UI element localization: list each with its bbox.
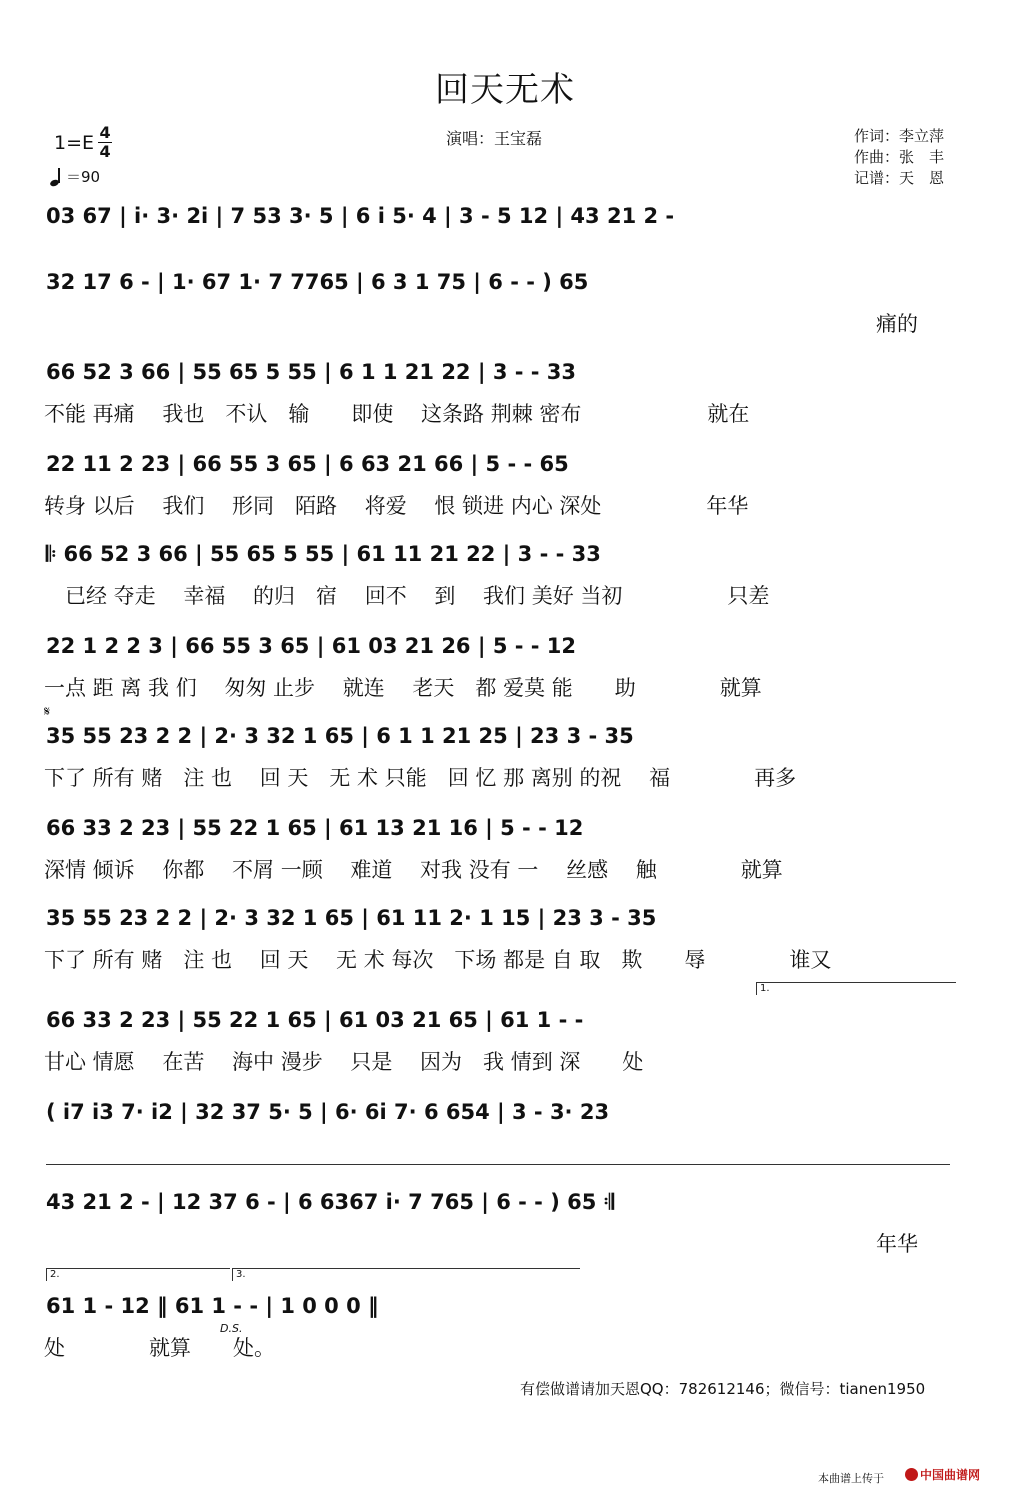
lyric-line: 处 就算 处。	[44, 1336, 275, 1360]
notation-row: 03 67 | i· 3· 2i | 7 53 3· 5 | 6 i 5· 4 | 3 - 5 12 | 43 21 2 -	[46, 204, 675, 228]
site-logo	[905, 1466, 980, 1483]
da-segno-mark: D.S.	[220, 1322, 243, 1335]
lyric-line: 深情 倾诉 你都 不屑 一顾 难道 对我 没有 一 丝感 触 就算	[44, 858, 783, 882]
logo-text: 中国曲谱网	[920, 1468, 981, 1482]
score-title: 回天无术	[435, 70, 575, 110]
tempo-value: ＝90	[66, 168, 101, 186]
key-label: 1=E	[54, 131, 95, 154]
quarter-note-icon	[50, 168, 64, 186]
notation-row: 35 55 23 2 2 | 2· 3 32 1 65 | 61 11 2· 1 15 | 23 3 - 35	[46, 906, 657, 930]
key-signature	[54, 124, 112, 161]
notation-row: 43 21 2 - | 12 37 6 - | 6 6367 i· 7 765 | 6 - - ) 65 𝄇	[46, 1190, 614, 1214]
singer-credit: 演唱：王宝磊	[446, 129, 543, 148]
transcriber-credit: 记谱：天 恩	[854, 169, 945, 187]
volta-bracket-line	[46, 1164, 950, 1165]
lyric-line: 已经 夺走 幸福 的归 宿 回不 到 我们 美好 当初 只差	[44, 584, 770, 608]
time-bottom: 4	[99, 142, 111, 161]
notation-row: 66 33 2 23 | 55 22 1 65 | 61 13 21 16 | 5 - - 12	[46, 816, 584, 840]
volta-1: 1.	[756, 982, 956, 995]
uploaded-label: 本曲谱上传于	[818, 1472, 884, 1485]
logo-icon	[905, 1468, 918, 1481]
notation-row: 66 33 2 23 | 55 22 1 65 | 61 03 21 65 | 61 1 - -	[46, 1008, 584, 1032]
lyric-line: 甘心 情愿 在苦 海中 漫步 只是 因为 我 情到 深 处	[44, 1050, 644, 1074]
notation-row: 35 55 23 2 2 | 2· 3 32 1 65 | 6 1 1 21 25 | 23 3 - 35	[46, 724, 634, 748]
lyric-line: 转身 以后 我们 形同 陌路 将爱 恨 锁进 内心 深处 年华	[44, 494, 749, 518]
lyric-line: 年华	[876, 1232, 918, 1256]
contact-footer: 有偿做谱请加天恩QQ：782612146；微信号：tianen1950	[520, 1380, 926, 1398]
lyric-line: 下了 所有 赌 注 也 回 天 无 术 只能 回 忆 那 离别 的祝 福 再多	[44, 766, 797, 790]
lyric-line: 不能 再痛 我也 不认 输 即使 这条路 荆棘 密布 就在	[44, 402, 750, 426]
notation-row: 32 17 6 - | 1· 67 1· 7 7765 | 6 3 1 75 | 6 - - ) 65	[46, 270, 589, 294]
tempo-mark	[50, 166, 100, 187]
credits	[854, 126, 944, 189]
notation-row: 22 11 2 23 | 66 55 3 65 | 6 63 21 66 | 5 - - 65	[46, 452, 569, 476]
time-top: 4	[99, 123, 111, 142]
segno-sign: 𝄋	[44, 704, 51, 720]
lyric-line: 下了 所有 赌 注 也 回 天 无 术 每次 下场 都是 自 取 欺 辱 谁又	[44, 948, 832, 972]
composer-credit: 作曲：张 丰	[854, 148, 945, 166]
notation-row: 𝄆 66 52 3 66 | 55 65 5 55 | 61 11 21 22 | 3 - - 33	[46, 542, 601, 566]
notation-row: 22 1 2 2 3 | 66 55 3 65 | 61 03 21 26 | 5 - - 12	[46, 634, 577, 658]
lyricist-credit: 作词：李立萍	[854, 127, 945, 145]
volta-2: 2.	[46, 1268, 230, 1281]
volta-3: 3.	[232, 1268, 580, 1281]
notation-row: 61 1 - 12 ‖ 61 1 - - | 1 0 0 0 ‖	[46, 1294, 379, 1318]
time-signature	[98, 124, 112, 161]
notation-row: 66 52 3 66 | 55 65 5 55 | 6 1 1 21 22 | 3 - - 33	[46, 360, 577, 384]
notation-row: ( i7 i3 7· i2 | 32 37 5· 5 | 6· 6i 7· 6 654 | 3 - 3· 23	[46, 1100, 610, 1124]
lyric-line: 痛的	[876, 312, 918, 336]
lyric-line: 一点 距 离 我 们 匆匆 止步 就连 老天 都 爱莫 能 助 就算	[44, 676, 762, 700]
